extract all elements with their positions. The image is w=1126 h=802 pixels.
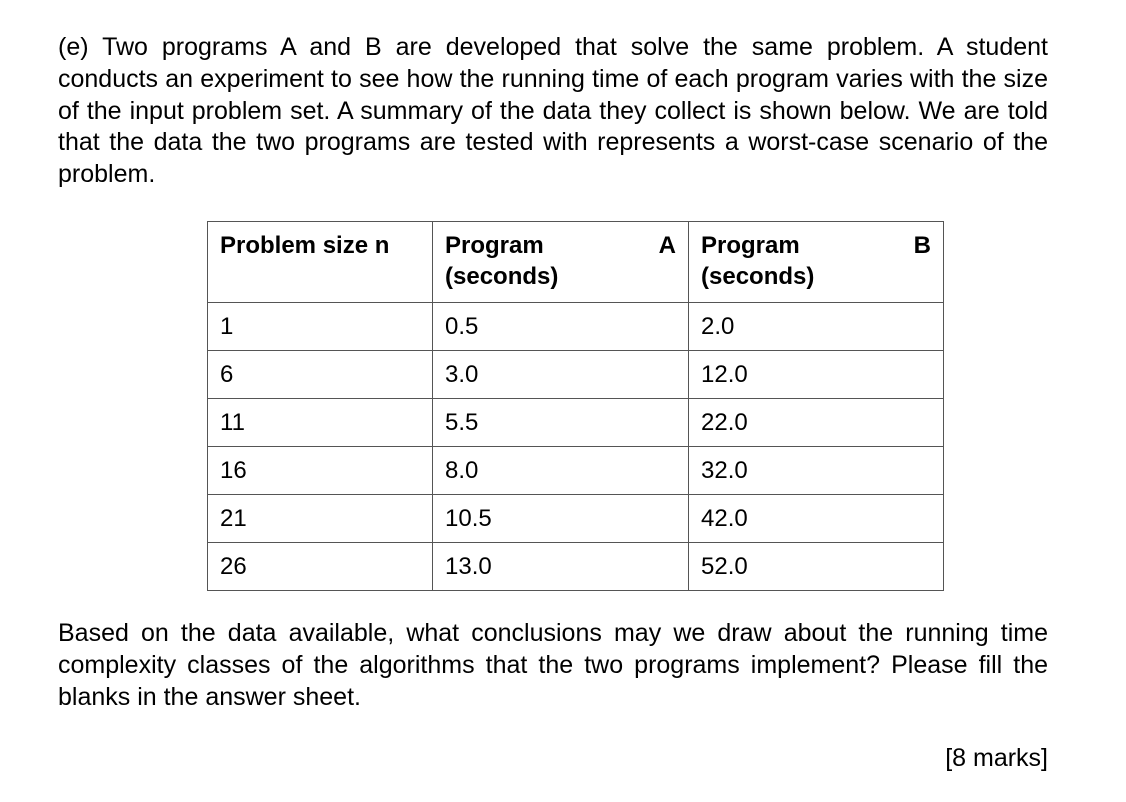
header-program-a [433, 222, 689, 303]
header-program-a-unit: (seconds) [445, 263, 559, 290]
header-program-b [689, 222, 944, 303]
header-program-b-letter: B [913, 232, 931, 259]
table-row [208, 399, 944, 447]
cell-problem-size: 1 [208, 303, 433, 351]
cell-problem-size: 26 [208, 543, 433, 591]
cell-problem-size: 16 [208, 447, 433, 495]
cell-program-b: 42.0 [689, 495, 944, 543]
question-paragraph: Based on the data available, what conclusions may we draw about the running time complexity classes of the algorithms that the two programs implement? Please fill the blanks in the answer sheet. [58, 619, 1048, 711]
header-program-b-unit: (seconds) [701, 263, 815, 290]
table-row [208, 495, 944, 543]
part-label: (e) [58, 33, 89, 61]
cell-program-a: 5.5 [433, 399, 689, 447]
cell-program-a: 8.0 [433, 447, 689, 495]
cell-problem-size: 21 [208, 495, 433, 543]
table-row [208, 303, 944, 351]
header-problem-size: Problem size n [208, 222, 433, 303]
table-row [208, 543, 944, 591]
cell-program-b: 2.0 [689, 303, 944, 351]
cell-program-a: 0.5 [433, 303, 689, 351]
intro-paragraph [58, 32, 1048, 191]
cell-problem-size: 11 [208, 399, 433, 447]
marks-label: [8 marks] [945, 744, 1048, 772]
cell-program-a: 13.0 [433, 543, 689, 591]
cell-program-b: 22.0 [689, 399, 944, 447]
header-program-b-label: Program [701, 232, 800, 259]
cell-program-a: 3.0 [433, 351, 689, 399]
table-row [208, 351, 944, 399]
cell-program-a: 10.5 [433, 495, 689, 543]
table-header-row [208, 222, 944, 303]
running-time-table [207, 221, 944, 591]
header-program-a-label: Program [445, 232, 544, 259]
table-row [208, 447, 944, 495]
header-program-a-letter: A [658, 232, 676, 259]
cell-program-b: 12.0 [689, 351, 944, 399]
cell-problem-size: 6 [208, 351, 433, 399]
intro-text: Two programs A and B are developed that solve the same problem. A student conducts an experiment to see how the running time of each program varies with the size of the input problem set. A summary of the data they collect is shown below. We are told that the data the two programs are tested with represents a worst-case scenario of the problem. [58, 33, 1048, 189]
cell-program-b: 52.0 [689, 543, 944, 591]
cell-program-b: 32.0 [689, 447, 944, 495]
